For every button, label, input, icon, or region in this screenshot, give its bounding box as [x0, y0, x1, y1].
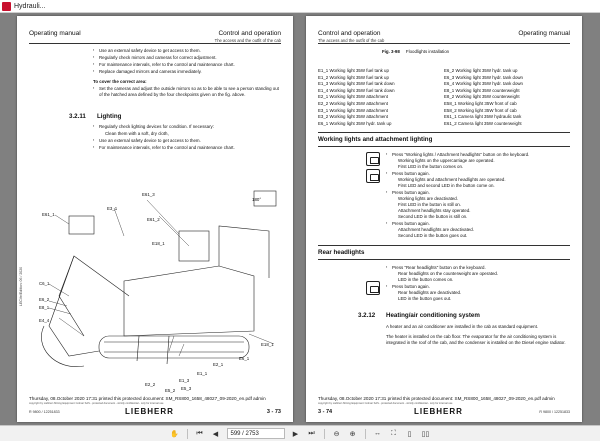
document-viewer[interactable] — [0, 13, 600, 425]
figure-caption-number: Fig. 3-98 — [382, 49, 400, 54]
instruction-result: First LED and second LED in the button come on. — [398, 183, 495, 188]
figure-legend — [318, 68, 570, 127]
legend-item: E2_1 Working light 35W attachment — [318, 94, 388, 100]
window-title: Hydrauli... — [14, 2, 46, 10]
window-titlebar — [0, 0, 600, 13]
bullet-item: ▪ Regularly check lighting devices for condition. If necessary: — [99, 124, 279, 130]
legend-item: E2_2 Working light 35W attachment — [318, 100, 388, 106]
diagram-label: C6_1 — [39, 281, 50, 286]
legend-row — [318, 88, 570, 95]
two-page-icon[interactable]: ▯▯ — [421, 430, 430, 438]
edition-vertical-text: LECVe/Edition: 06 / 2020 — [19, 266, 23, 306]
header-right: Control and operation — [218, 30, 281, 37]
page-header — [318, 30, 570, 44]
first-page-icon[interactable]: ⏮ — [196, 429, 203, 437]
diagram-label: E1_3 — [179, 378, 190, 383]
instruction-step: ▪ Press button again. — [392, 221, 430, 227]
legend-item: E61_1 Camera light 35W hydraulic tank — [444, 114, 522, 120]
page-footer — [29, 396, 281, 420]
legend-row — [318, 101, 570, 108]
diagram-label: E6_2 — [39, 297, 50, 302]
bullet-item: ▪ Replace damaged mirrors and cameras immediately. — [99, 69, 279, 75]
diagram-label: E2_2 — [145, 382, 156, 387]
instruction-result: Working lights are deactivated. — [398, 196, 458, 201]
section-title: Lighting — [97, 113, 122, 120]
rear-headlights-button-icon — [366, 281, 380, 295]
instruction-result: Second LED in the button is still on. — [398, 214, 468, 219]
header-left: Control and operation — [318, 30, 381, 37]
print-timestamp: Thursday, 08.October 2020 17:31 printed this protected document: SM_RS800_1658_48027_09-2020_en.pdf admin — [318, 396, 555, 401]
zoom-in-icon[interactable]: ⊕ — [349, 430, 356, 438]
toolbar-divider — [187, 429, 188, 439]
liebherr-logo: LIEBHERR — [125, 407, 174, 416]
diagram-label: E61_1 — [42, 212, 55, 217]
next-page-icon[interactable]: ▶ — [292, 430, 299, 438]
legend-item: E1_3 Working light 35W fuel tank down — [318, 81, 395, 87]
working-lights-button-icon — [366, 169, 380, 183]
instruction-result: Second LED in the button goes out. — [398, 233, 468, 238]
legend-row — [318, 75, 570, 82]
instruction-result: Working lights and attachment headlights are operated. — [398, 177, 506, 182]
figure-caption — [382, 49, 449, 55]
legend-item: E6_2 Working light 35W hydr. tank up — [444, 68, 518, 73]
bullet-item: ▪ Use an external safety device to get access to them. — [99, 48, 279, 54]
page-left — [17, 16, 293, 422]
liebherr-logo: LIEBHERR — [414, 407, 463, 416]
section-title: Heating/air conditioning system — [386, 312, 480, 319]
diagram-label: 180° — [252, 197, 262, 202]
page-number-input[interactable]: 599 / 2753 — [227, 428, 285, 439]
page-right — [306, 16, 582, 422]
diagram-label: E18_1 — [152, 241, 165, 246]
instruction-result: Attachment headlights are deactivated. — [398, 227, 474, 232]
sub-bullet-item: Clean them with a soft, dry cloth, — [105, 131, 169, 136]
instruction-step: ▪ Press button again. — [392, 190, 430, 196]
legend-item: E8_1 Working light 35W counterweight — [444, 87, 520, 93]
legend-item: E6_4 Working light 35W hydr. tank down — [444, 81, 523, 87]
legend-item: E6_1 Working light 35W hydr. tank up — [318, 120, 392, 126]
page-footer — [318, 396, 570, 420]
single-page-icon[interactable]: ▯ — [407, 430, 412, 438]
section-heading-rear-headlights: Rear headlights — [318, 245, 570, 260]
instruction-result: LED in the button goes out. — [398, 296, 452, 301]
instruction-step: ▪ Press button again. — [392, 171, 430, 177]
legend-row — [318, 108, 570, 115]
copyright-line: copyright by Liebherr-Mining Equipment Colmar SAS - protected document - strictly confidential - only for internal use — [29, 402, 164, 405]
legend-item: E8_2 Working light 35W counterweight — [444, 94, 520, 100]
instruction-result: Attachment headlights stay operated. — [398, 208, 471, 213]
legend-item: E61_2 Camera light 35W counterweight — [444, 120, 522, 126]
document-code: R 9800 / 12251833 — [29, 410, 60, 414]
section-number: 3.2.11 — [69, 113, 86, 120]
instruction-result: LED in the button comes on. — [398, 277, 454, 282]
legend-item: E3_2 Working light 35W attachment — [318, 114, 388, 120]
legend-row — [318, 68, 570, 75]
working-lights-button-icon — [366, 152, 380, 166]
app-icon — [2, 2, 11, 11]
legend-item: E1_4 Working light 35W fuel tank down — [318, 87, 395, 93]
legend-row — [318, 94, 570, 101]
instruction-step: ▪ Press button again. — [392, 284, 430, 290]
diagram-label: E18_1 — [261, 342, 274, 347]
legend-row — [318, 121, 570, 128]
legend-item: E6_3 Working light 35W hydr. tank down — [444, 74, 523, 80]
legend-item: E1_1 Working light 35W fuel tank up — [318, 68, 389, 73]
instruction-result: Working lights on the uppercarriage are operated. — [398, 158, 495, 163]
paragraph: The heater is installed on the cab floor. The evaporator for the air conditioning system is integrated in the roof of the cab, and the condenser is installed on the Diesel engine radiator. — [386, 334, 566, 345]
diagram-label: E4_4 — [39, 318, 50, 323]
page-header — [29, 30, 281, 44]
zoom-out-icon[interactable]: ⊖ — [333, 430, 340, 438]
instruction-result: Rear headlights on the counterweight are operated. — [398, 271, 499, 276]
fit-page-icon[interactable]: ⛶ — [391, 429, 396, 437]
header-sub: The access and the outfit of the cab — [214, 38, 281, 43]
header-right: Operating manual — [518, 30, 570, 37]
instruction-result: First LED in the button comes on. — [398, 164, 464, 169]
section-number: 3.2.12 — [358, 312, 376, 319]
diagram-label: E3_1 — [107, 206, 118, 211]
header-sub: The access and the outfit of the cab — [318, 38, 385, 43]
diagram-label: E61_2 — [147, 217, 160, 222]
bullet-item: ▪ Regularly check mirrors and cameras for correct adjustment. — [99, 55, 279, 61]
bullet-item: ▪ For maintenance intervals, refer to the control and maintenance chart. — [99, 62, 279, 68]
last-page-icon[interactable]: ⏭ — [308, 429, 315, 437]
legend-item: E58_2 Working light 35W front of cab — [444, 107, 517, 113]
copyright-line: copyright by Liebherr-Mining Equipment Colmar SAS - protected document - strictly confidential - only for internal use — [318, 402, 453, 405]
diagram-label: E1_1 — [197, 371, 208, 376]
diagram-label: E61_3 — [142, 192, 155, 197]
instruction-result: Rear headlights are deactivated. — [398, 290, 462, 295]
viewer-toolbar — [0, 425, 600, 441]
header-left: Operating manual — [29, 30, 81, 37]
bullet-item: ▪ For maintenance intervals, refer to the control and maintenance chart. — [99, 145, 279, 151]
legend-item: E1_2 Working light 35W fuel tank up — [318, 74, 389, 80]
page-number: 3 - 73 — [266, 409, 281, 415]
document-code: R 9800 / 12251833 — [539, 410, 570, 414]
toolbar-divider — [324, 429, 325, 439]
instruction-result: First LED in the button is still on. — [398, 202, 461, 207]
diagram-label: E5_3 — [181, 386, 192, 391]
legend-item: E58_1 Working light 35W front of cab — [444, 100, 517, 106]
fit-width-icon[interactable]: ↔ — [374, 430, 381, 437]
diagram-label: E5_2 — [165, 388, 176, 393]
figure-caption-title: Floodlights installation — [405, 49, 450, 54]
instruction-step: ▪ Press "Working lights / Attachment headlights" button on the keyboard. — [392, 152, 570, 158]
diagram-label: E8_1 — [39, 305, 50, 310]
legend-row — [318, 81, 570, 88]
legend-row — [318, 114, 570, 121]
page-number: 3 - 74 — [318, 409, 333, 415]
diagram-label: E6_1 — [239, 356, 250, 361]
prev-page-icon[interactable]: ◀ — [212, 430, 219, 438]
section-heading-working-lights: Working lights and attachment lighting — [318, 132, 570, 147]
hand-tool-icon[interactable]: ✋ — [170, 430, 179, 438]
paragraph: A heater and an air conditioner are installed in the cab as standard equipment. — [386, 324, 539, 329]
legend-item: E3_1 Working light 35W attachment — [318, 107, 388, 113]
correct-area-heading: To cover the correct area: — [93, 79, 147, 84]
print-timestamp: Thursday, 08.October 2020 17:31 printed this protected document: SM_RS800_1658_48027_09-2020_en.pdf admin — [29, 396, 266, 401]
toolbar-divider — [365, 429, 366, 439]
diagram-label: E2_1 — [213, 362, 224, 367]
instruction-step: ▪ Press "Rear headlights" button on the keyboard. — [392, 265, 570, 271]
correct-area-text: ▪ Set the cameras and adjust the outside mirrors so as to be able to see a person standing out of the hatched area defined by the four checkpoints given on the fig. above. — [99, 86, 281, 98]
bullet-item: ▪ Use an external safety device to get access to them. — [99, 138, 279, 144]
